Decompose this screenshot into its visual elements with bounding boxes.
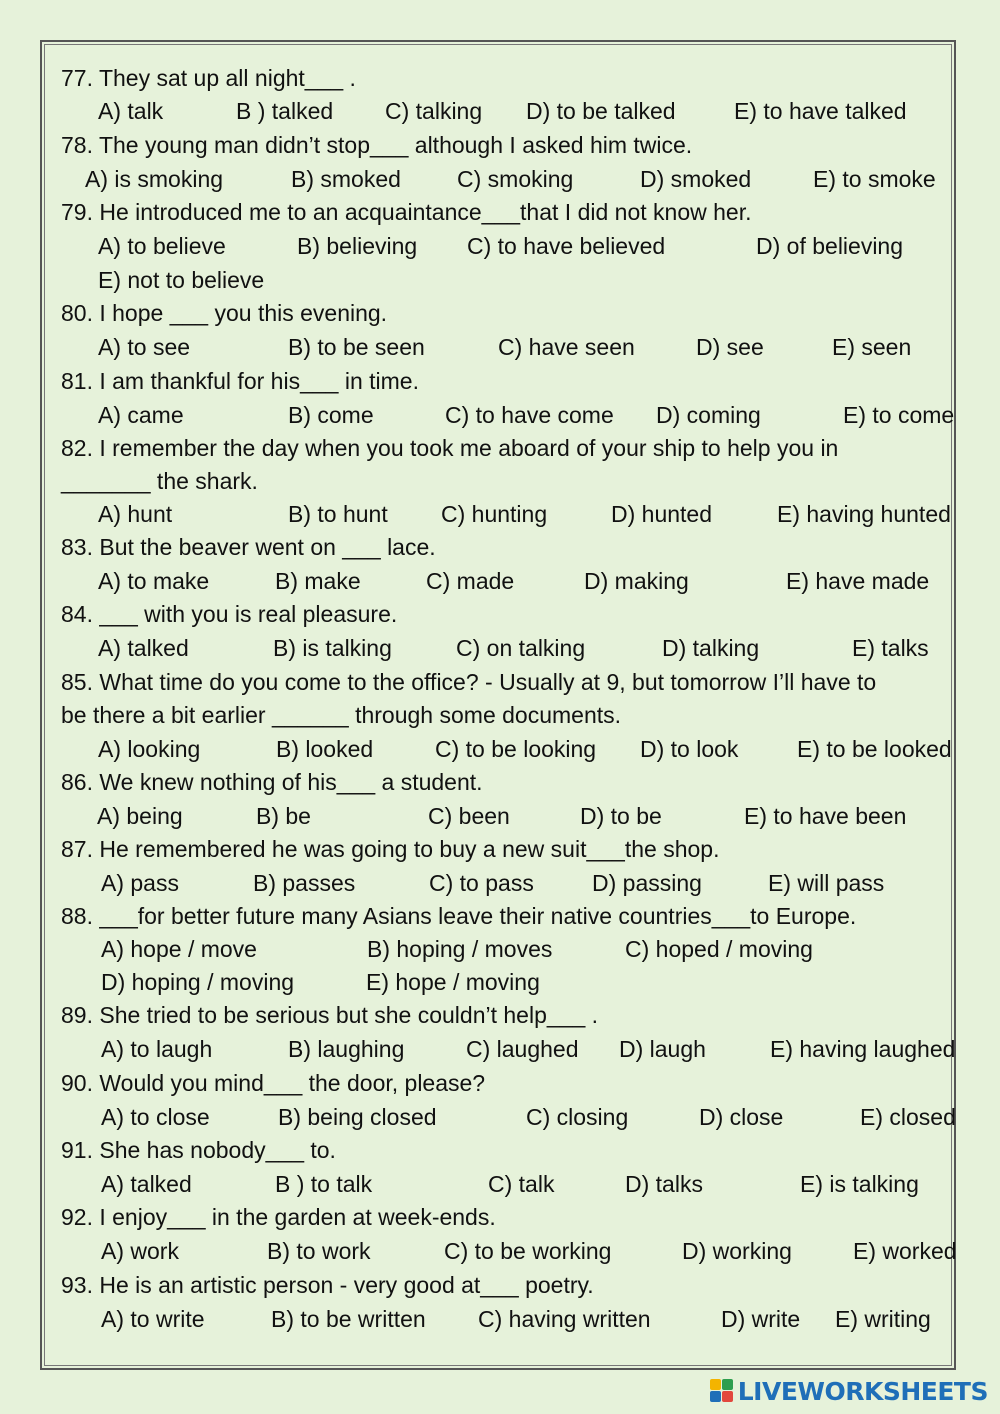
question-text: 80. I hope ___ you this evening. xyxy=(61,300,388,326)
answer-option: C) to pass xyxy=(429,870,534,896)
answer-option: E) talks xyxy=(852,635,929,661)
answer-option: D) laugh xyxy=(619,1036,706,1062)
question-text: 77. They sat up all night___ . xyxy=(61,65,356,91)
answer-option: D) hunted xyxy=(611,501,713,527)
liveworksheets-icon xyxy=(710,1379,734,1403)
answer-option: E) closed xyxy=(860,1104,956,1130)
answer-option: A) talked xyxy=(98,635,189,661)
answer-option: D) working xyxy=(682,1238,792,1264)
answer-option: B ) to talk xyxy=(275,1171,373,1197)
answer-option: E) hope / moving xyxy=(366,969,540,995)
answer-option: E) to have been xyxy=(744,803,907,829)
question-text: 84. ___ with you is real pleasure. xyxy=(61,601,398,627)
answer-option: C) to be working xyxy=(444,1238,612,1264)
answer-option: C) talk xyxy=(488,1171,555,1197)
answer-option: D) passing xyxy=(592,870,702,896)
question-text: 79. He introduced me to an acquaintance___that I did not know her. xyxy=(61,199,752,225)
answer-option: B) make xyxy=(275,568,361,594)
answer-option: A) looking xyxy=(98,736,201,762)
answer-option: B) passes xyxy=(253,870,356,896)
answer-option: C) talking xyxy=(385,98,483,124)
answer-option: A) to laugh xyxy=(101,1036,213,1062)
question-text-continued: be there a bit earlier ______ through some documents. xyxy=(61,702,622,728)
answer-option: A) pass xyxy=(101,870,179,896)
answer-option: E) to come xyxy=(843,402,955,428)
question-text: 87. He remembered he was going to buy a new suit___the shop. xyxy=(61,836,720,862)
answer-option: C) been xyxy=(428,803,510,829)
answer-option: C) made xyxy=(426,568,515,594)
answer-option: B) looked xyxy=(276,736,374,762)
answer-option: E) have made xyxy=(786,568,930,594)
question-text: 93. He is an artistic person - very good at___ poetry. xyxy=(61,1272,594,1298)
answer-option: C) to be looking xyxy=(435,736,597,762)
question-text: 86. We knew nothing of his___ a student. xyxy=(61,769,483,795)
answer-option: D) to look xyxy=(640,736,739,762)
answer-option: C) to have come xyxy=(445,402,614,428)
question-text: 91. She has nobody___ to. xyxy=(61,1137,336,1163)
answer-option: C) hunting xyxy=(441,501,548,527)
question-text: 83. But the beaver went on ___ lace. xyxy=(61,534,436,560)
answer-option: E) to be looked xyxy=(797,736,952,762)
answer-option: B) to be written xyxy=(271,1306,426,1332)
answer-option: D) coming xyxy=(656,402,761,428)
answer-option: A) being xyxy=(97,803,183,829)
answer-option: D) making xyxy=(584,568,689,594)
question-text: 88. ___for better future many Asians leave their native countries___to Europe. xyxy=(61,903,857,929)
answer-option: E) not to believe xyxy=(98,267,265,293)
answer-option: A) to see xyxy=(98,334,191,360)
answer-option: B) believing xyxy=(297,233,418,259)
answer-option: B) laughing xyxy=(288,1036,405,1062)
brand-name: LIVEWORKSHEETS xyxy=(737,1376,988,1406)
answer-option: A) talked xyxy=(101,1171,192,1197)
answer-option: A) to believe xyxy=(98,233,226,259)
answer-option: D) smoked xyxy=(640,166,752,192)
question-text: 85. What time do you come to the office? - Usually at 9, but tomorrow I’ll have to xyxy=(61,669,877,695)
answer-option: B ) talked xyxy=(236,98,334,124)
answer-option: D) see xyxy=(696,334,764,360)
answer-option: D) write xyxy=(721,1306,801,1332)
answer-option: E) having laughed xyxy=(770,1036,956,1062)
answer-option: B) come xyxy=(288,402,374,428)
answer-option: C) have seen xyxy=(498,334,635,360)
answer-option: A) is smoking xyxy=(85,166,224,192)
answer-option: A) to write xyxy=(101,1306,205,1332)
question-text-continued: _______ the shark. xyxy=(61,468,258,494)
answer-option: B) being closed xyxy=(278,1104,437,1130)
answer-option: D) to be xyxy=(580,803,662,829)
brand-logo xyxy=(710,1376,988,1406)
question-text: 90. Would you mind___ the door, please? xyxy=(61,1070,486,1096)
answer-option: D) close xyxy=(699,1104,784,1130)
answer-option: B) smoked xyxy=(291,166,401,192)
answer-option: E) having hunted xyxy=(777,501,951,527)
answer-option: E) to smoke xyxy=(813,166,936,192)
answer-option: C) smoking xyxy=(457,166,574,192)
answer-option: C) on talking xyxy=(456,635,586,661)
answer-option: D) talking xyxy=(662,635,760,661)
answer-option: B) to be seen xyxy=(288,334,425,360)
answer-option: B) to hunt xyxy=(288,501,388,527)
answer-option: B) to work xyxy=(267,1238,371,1264)
answer-option: D) talks xyxy=(625,1171,703,1197)
answer-option: C) closing xyxy=(526,1104,629,1130)
answer-option: E) writing xyxy=(835,1306,931,1332)
answer-option: D) hoping / moving xyxy=(101,969,295,995)
answer-option: E) will pass xyxy=(768,870,885,896)
answer-option: B) hoping / moves xyxy=(367,936,553,962)
question-text: 78. The young man didn’t stop___ although I asked him twice. xyxy=(61,132,693,158)
answer-option: E) worked xyxy=(853,1238,957,1264)
answer-option: C) laughed xyxy=(466,1036,579,1062)
answer-option: E) seen xyxy=(832,334,912,360)
answer-option: A) hunt xyxy=(98,501,173,527)
question-text: 81. I am thankful for his___ in time. xyxy=(61,368,419,394)
answer-option: A) talk xyxy=(98,98,164,124)
answer-option: E) to have talked xyxy=(734,98,907,124)
answer-option: A) to close xyxy=(101,1104,210,1130)
question-text: 92. I enjoy___ in the garden at week-ends. xyxy=(61,1204,496,1230)
answer-option: B) is talking xyxy=(273,635,392,661)
answer-option: A) hope / move xyxy=(101,936,257,962)
question-text: 89. She tried to be serious but she couldn’t help___ . xyxy=(61,1002,599,1028)
answer-option: D) of believing xyxy=(756,233,904,259)
question-text: 82. I remember the day when you took me aboard of your ship to help you in xyxy=(61,435,839,461)
answer-option: A) to make xyxy=(98,568,210,594)
answer-option: C) having written xyxy=(478,1306,651,1332)
answer-option: A) came xyxy=(98,402,184,428)
answer-option: D) to be talked xyxy=(526,98,676,124)
answer-option: C) hoped / moving xyxy=(625,936,813,962)
answer-option: C) to have believed xyxy=(467,233,666,259)
answer-option: E) is talking xyxy=(800,1171,919,1197)
answer-option: A) work xyxy=(101,1238,179,1264)
answer-option: B) be xyxy=(256,803,311,829)
